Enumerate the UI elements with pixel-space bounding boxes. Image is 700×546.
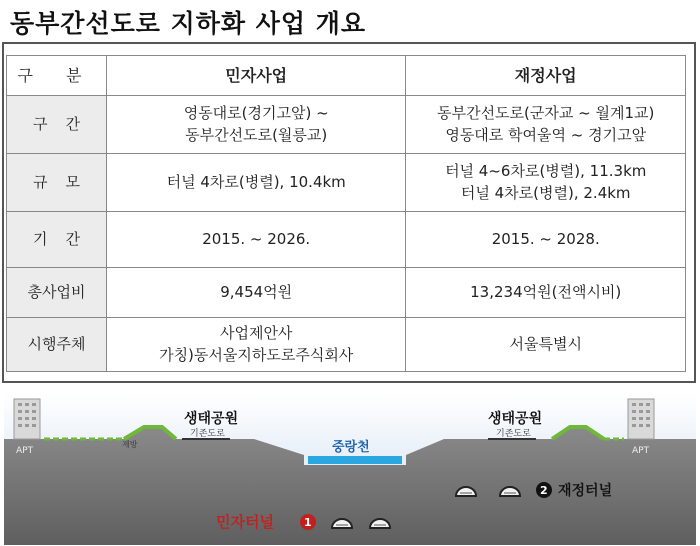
cell-line: 터널 4~6차로(병렬), 11.3km (445, 161, 647, 180)
private-cost-cell (106, 268, 405, 318)
public-tunnel-number: 2 (540, 484, 548, 497)
row-label-part: 모 (65, 172, 80, 191)
row-label-cost (7, 268, 107, 318)
table-row (7, 96, 686, 154)
table-row (7, 212, 686, 268)
cell-line: 2015. ~ 2026. (202, 229, 311, 248)
private-tunnel-label: 민자터널 (216, 513, 274, 531)
river-water (308, 456, 402, 464)
row-label-section (7, 96, 107, 154)
header-category: 구 분 (7, 56, 107, 96)
row-label-part: 규 (33, 172, 48, 191)
row-label-part: 구 (33, 114, 48, 133)
cell-line: 영동대로 학여울역 ~ 경기고앞 (445, 125, 647, 144)
row-label-part: 시행주체 (27, 334, 86, 353)
cell-line: 터널 4차로(병렬), 2.4km (460, 183, 631, 202)
cell-line: 영동대로(경기고앞) ~ (183, 103, 329, 122)
private-period-cell (106, 212, 405, 268)
page-title: 동부간선도로 지하화 사업 개요 (10, 9, 367, 38)
public-period-cell (406, 212, 686, 268)
private-section-cell (106, 96, 405, 154)
private-scale-cell (106, 154, 405, 212)
row-label-part: 간 (65, 114, 80, 133)
private-operator-cell (106, 318, 405, 372)
apt-building-left (14, 399, 40, 439)
road-label-left: 기존도로 (190, 429, 225, 439)
cross-section-diagram (4, 393, 696, 545)
cross-section-svg (4, 393, 696, 545)
levee-label: 제방 (122, 440, 138, 449)
row-label-part: 기 (33, 229, 48, 248)
public-scale-cell (406, 154, 686, 212)
road-label-right: 기존도로 (496, 429, 531, 439)
cell-line: 사업제안사 (219, 323, 293, 342)
public-operator-cell (406, 318, 686, 372)
row-label-part: 총사업비 (27, 282, 86, 301)
table-row (7, 154, 686, 212)
row-label-part: 간 (65, 229, 80, 248)
public-section-cell (406, 96, 686, 154)
row-label-period (7, 212, 107, 268)
cell-line: 9,454억원 (220, 282, 293, 301)
header-public: 재정사업 (406, 56, 686, 96)
summary-table (6, 55, 686, 372)
table-header-row (7, 56, 686, 96)
apt-building-right (628, 399, 654, 439)
table-row (7, 268, 686, 318)
cell-line: 2015. ~ 2028. (491, 229, 600, 248)
header-private: 민자사업 (106, 56, 405, 96)
public-cost-cell (406, 268, 686, 318)
eco-park-label-right: 생태공원 (488, 411, 543, 427)
private-tunnel-number: 1 (304, 516, 312, 529)
row-label-scale (7, 154, 107, 212)
cell-line: 서울특별시 (509, 334, 582, 353)
cell-line: 가칭)동서울지하도로주식회사 (159, 345, 354, 364)
river-label: 중랑천 (332, 440, 370, 455)
apt-label-left: APT (16, 446, 34, 456)
cell-line: 동부간선도로(군자교 ~ 월계1교) (437, 103, 655, 122)
cell-line: 동부간선도로(월릉교) (185, 125, 328, 144)
apt-label-right: APT (632, 446, 650, 456)
cell-line: 13,234억원(전액시비) (470, 282, 622, 301)
table-row (7, 318, 686, 372)
eco-park-label-left: 생태공원 (184, 411, 239, 427)
cell-line: 터널 4차로(병렬), 10.4km (166, 172, 346, 191)
row-label-operator (7, 318, 107, 372)
public-tunnel-label: 재정터널 (558, 483, 613, 499)
